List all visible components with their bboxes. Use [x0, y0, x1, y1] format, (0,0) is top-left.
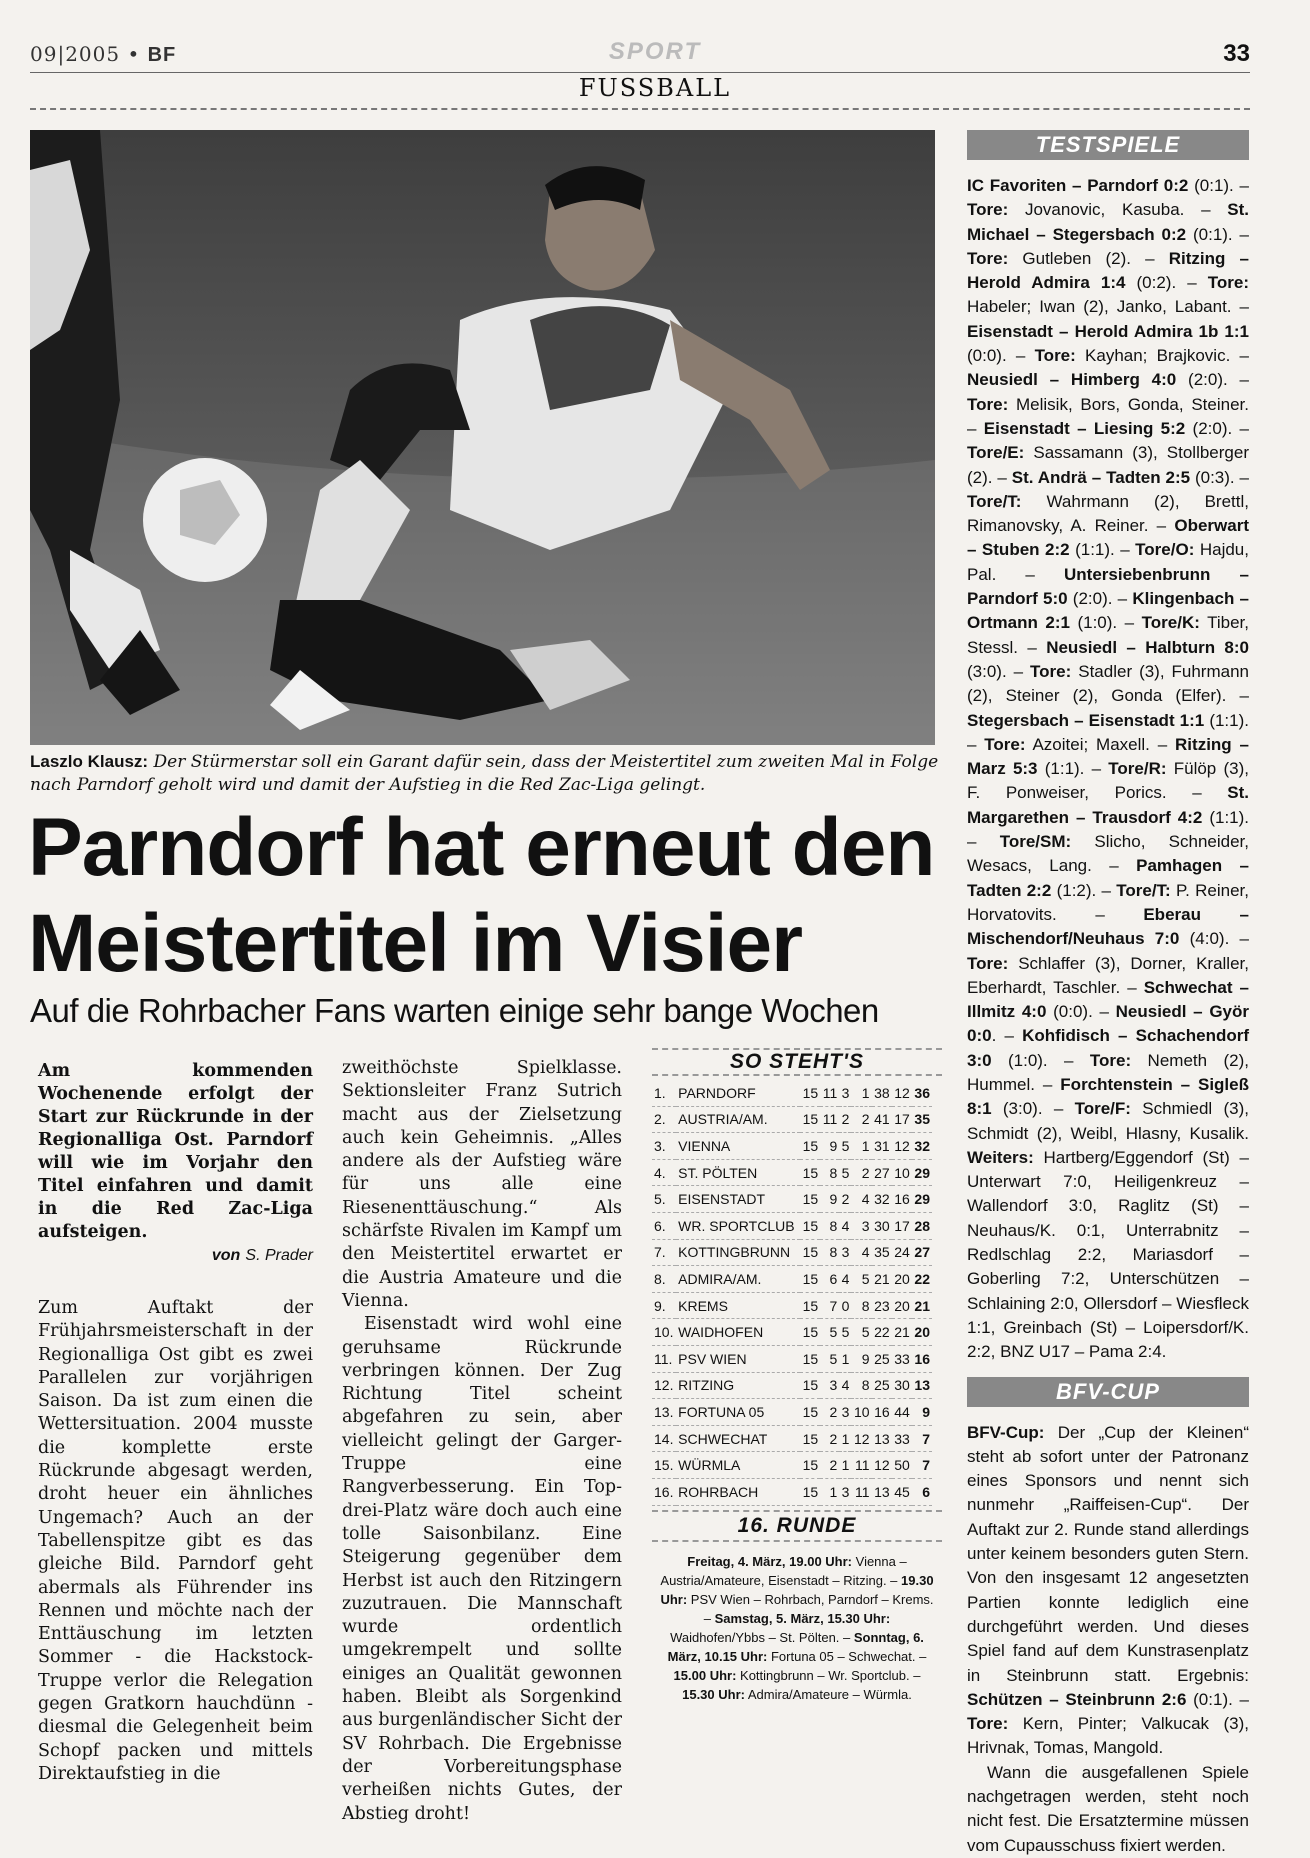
standings-cell-rank: 3. [652, 1133, 676, 1160]
result-text: Nemeth (2), Hummel. – [967, 1050, 1249, 1094]
standings-cell-team: WÜRMLA [676, 1452, 800, 1479]
article-paragraph: Eisenstadt wird wohl eine geruhsame Rückrunde verbringen können. Der Zug Richtung Titel scheint abgefahren zu sein, aber vielleicht gelingt der Garger-Truppe eine Rangverbesserung. Ein Top-drei-Platz wäre doch auch eine tolle Saisonbilanz. Eine Steigerung gegenüber dem Herbst ist auch den Ritzingern zuzutrauen. Die Mannschaft wurde ordentlich umgekrempelt und sollte einiges an Qualität gewonnen haben. Bleibt als Sorgenkind aus burgenländischer Sicht der SV Rohrbach. Die Ergebnisse der Vorbereitungsphase verheißen nichts Gutes, der Abstieg droht! [342, 1314, 622, 1824]
standings-cell-pts: 35 [912, 1106, 932, 1133]
result-text: P. Reiner, Horvatovits. – [967, 880, 1249, 924]
result-text: (3:0). – [967, 661, 1031, 681]
standings-cell-ga: 44 [892, 1399, 912, 1426]
standings-cell-ga: 12 [892, 1133, 912, 1160]
result-bold: Tore: [967, 200, 1009, 220]
standings-cell-team: SCHWECHAT [676, 1425, 800, 1452]
standings-row [652, 1212, 932, 1239]
result-bold: Neusiedl – Györ 0:0 [967, 1002, 1250, 1046]
fixtures-box [652, 1510, 942, 1704]
standings-cell-rank: 4. [652, 1159, 676, 1186]
result-text: Jovanovic, Kasuba. – [1008, 200, 1228, 220]
standings-cell-p: 15 [800, 1345, 820, 1372]
standings-cell-pts: 16 [912, 1345, 932, 1372]
result-bold: Tore: [967, 248, 1009, 268]
result-text: (0:0). – [1046, 1002, 1116, 1022]
standings-cell-gf: 21 [872, 1266, 892, 1293]
result-bold: St. Michael – Stegersbach 0:2 [967, 200, 1249, 244]
standings-cell-rank: 9. [652, 1292, 676, 1319]
standings-cell-gf: 12 [872, 1452, 892, 1479]
photo-caption [30, 750, 940, 797]
standings-cell-d: 5 [839, 1133, 851, 1160]
article-byline [38, 1245, 313, 1265]
standings-cell-rank: 5. [652, 1186, 676, 1213]
result-bold: Tore/R: [1108, 759, 1167, 779]
standings-cell-team: VIENNA [676, 1133, 800, 1160]
standings-cell-pts: 7 [912, 1452, 932, 1479]
result-bold: Tore/E: [967, 443, 1025, 463]
standings-cell-pts: 6 [912, 1478, 932, 1505]
standings-cell-l: 9 [851, 1345, 871, 1372]
standings-cell-pts: 7 [912, 1425, 932, 1452]
issue-number: 09|2005 [30, 42, 121, 66]
result-bold: Eberau – Mischendorf/Neuhaus 7:0 [967, 904, 1249, 949]
standings-cell-gf: 30 [872, 1212, 892, 1239]
standings-cell-w: 11 [820, 1106, 839, 1133]
standings-cell-d: 1 [839, 1345, 851, 1372]
standings-row [652, 1292, 932, 1319]
article-subheadline: Auf die Rohrbacher Fans warten einige sehr bange Wochen [30, 992, 879, 1029]
standings-cell-p: 15 [800, 1159, 820, 1186]
result-bold: St. Andrä – Tadten 2:5 [1011, 467, 1191, 487]
standings-row [652, 1478, 932, 1505]
result-text: (0:0). – [967, 346, 1035, 366]
standings-cell-rank: 10. [652, 1319, 676, 1346]
result-text: (2:0). – [1067, 589, 1133, 609]
caption-name: Laszlo Klausz: [30, 752, 149, 771]
standings-cell-d: 2 [839, 1186, 851, 1213]
standings-cell-team: WR. SPORTCLUB [676, 1212, 800, 1239]
standings-cell-pts: 27 [912, 1239, 932, 1266]
bfvcup-header: BFV-CUP [967, 1377, 1249, 1407]
standings-cell-ga: 10 [892, 1159, 912, 1186]
result-bold: Neusiedl – Halbturn 8:0 [1046, 637, 1250, 657]
result-text: (1:1). – [1069, 540, 1136, 560]
result-bold: Neusiedl – Himberg 4:0 [967, 370, 1177, 390]
standings-cell-d: 1 [839, 1452, 851, 1479]
result-text: Melisik, Bors, Gonda, Steiner. – [967, 394, 1249, 438]
header-divider [30, 108, 1250, 110]
standings-cell-l: 2 [851, 1106, 871, 1133]
standings-cell-team: ROHRBACH [676, 1478, 800, 1505]
standings-cell-w: 2 [820, 1425, 839, 1452]
standings-row [652, 1080, 932, 1106]
result-bold: Tore: [1030, 661, 1072, 681]
standings-cell-pts: 29 [912, 1159, 932, 1186]
standings-cell-p: 15 [800, 1478, 820, 1505]
standings-cell-l: 11 [851, 1478, 871, 1505]
standings-title: SO STEHT'S [729, 1050, 864, 1073]
result-text: Slicho, Schneider, Wesacs, Lang. – [967, 832, 1249, 876]
result-bold: Forchtenstein – Sigleß 8:1 [967, 1074, 1249, 1119]
standings-cell-p: 15 [800, 1266, 820, 1293]
standings-cell-p: 15 [800, 1372, 820, 1399]
standings-cell-w: 6 [820, 1266, 839, 1293]
result-text: Habeler; Iwan (2), Janko, Labant. – [967, 297, 1249, 317]
standings-cell-team: AUSTRIA/AM. [676, 1106, 800, 1133]
caption-text: Der Stürmerstar soll ein Garant dafür sein, dass der Meistertitel zum zweiten Mal in Folge nach Parndorf geholt wird und damit der Aufstieg in die Red Zac-Liga gelingt. [30, 752, 939, 795]
standings-cell-w: 8 [820, 1159, 839, 1186]
standings-cell-team: EISENSTADT [676, 1186, 800, 1213]
result-text: (1:0). – [991, 1050, 1090, 1070]
standings-cell-ga: 33 [892, 1425, 912, 1452]
sidebar [967, 130, 1249, 1858]
standings-cell-rank: 12. [652, 1372, 676, 1399]
author-name: S. Prader [245, 1247, 313, 1264]
standings-cell-team: RITZING [676, 1372, 800, 1399]
standings-cell-gf: 35 [872, 1239, 892, 1266]
byline-prefix: von [211, 1247, 241, 1264]
standings-cell-l: 11 [851, 1452, 871, 1479]
standings-cell-gf: 25 [872, 1345, 892, 1372]
standings-cell-ga: 17 [892, 1106, 912, 1133]
standings-row [652, 1372, 932, 1399]
standings-cell-rank: 14. [652, 1425, 676, 1452]
standings-cell-p: 15 [800, 1452, 820, 1479]
standings-cell-p: 15 [800, 1212, 820, 1239]
standings-cell-rank: 2. [652, 1106, 676, 1133]
result-text: Schlaffer (3), Dorner, Kraller, Eberhardt, Taschler. – [967, 953, 1249, 997]
result-bold: Tore: [984, 734, 1026, 754]
result-bold: Tore/K: [1141, 613, 1200, 633]
standings-cell-l: 5 [851, 1319, 871, 1346]
result-text: Gutleben (2). – [1008, 248, 1169, 268]
result-text: Schmiedl (3), Schmidt (2), Weibl, Hlasny, Kusalik. [967, 1099, 1249, 1143]
standings-cell-l: 4 [851, 1239, 871, 1266]
result-bold: Kohfidisch – Schachendorf 3:0 [967, 1026, 1250, 1070]
standings-cell-l: 10 [851, 1399, 871, 1426]
standings-cell-pts: 36 [912, 1080, 932, 1106]
standings-cell-team: KREMS [676, 1292, 800, 1319]
result-text: (0:2). – [1125, 273, 1208, 293]
standings-cell-d: 3 [839, 1478, 851, 1505]
result-bold: Oberwart – Stuben 2:2 [967, 516, 1249, 560]
standings-cell-team: FORTUNA 05 [676, 1399, 800, 1426]
standings-cell-p: 15 [800, 1106, 820, 1133]
standings-cell-gf: 13 [872, 1478, 892, 1505]
standings-cell-w: 3 [820, 1372, 839, 1399]
issue-header: 09|2005 • BF [30, 42, 177, 66]
standings-cell-w: 9 [820, 1133, 839, 1160]
standings-cell-d: 3 [839, 1080, 851, 1106]
standings-cell-l: 1 [851, 1080, 871, 1106]
standings-cell-p: 15 [800, 1080, 820, 1106]
result-text: (1:1). – [967, 710, 1249, 754]
result-bold: St. Margarethen – Trausdorf 4:2 [967, 783, 1249, 827]
standings-cell-gf: 38 [872, 1080, 892, 1106]
result-text: Azoitei; Maxell. – [1025, 734, 1176, 754]
standings-cell-w: 2 [820, 1452, 839, 1479]
standings-row [652, 1239, 932, 1266]
standings-cell-pts: 21 [912, 1292, 932, 1319]
article-lead: Am kommenden Wochenende erfolgt der Start zur Rückrunde in der Regionalliga Ost. Parndorf will wie im Vorjahr den Titel einfahren und damit in die Red Zac-Liga aufsteigen. [38, 1061, 313, 1242]
standings-row [652, 1425, 932, 1452]
standings-cell-p: 15 [800, 1425, 820, 1452]
result-text: (3:0). – [991, 1099, 1075, 1119]
fixtures-text: Freitag, 4. März, 19.00 Uhr: Vienna – Austria/Amateure, Eisenstadt – Ritzing. – 19.30 Uhr: PSV Wien – Rohrbach, Parndorf – Krems. – Samstag, 5. März, 15.30 Uhr: Waidhofen/Ybbs – St. Pölten. – Sonntag, 6. März, 10.15 Uhr: Fortuna 05 – Schwechat. – 15.00 Uhr: Kottingbrunn – Wr. Sportclub. – 15.30 Uhr: Admira/Amateure – Würmla. [660, 1554, 934, 1702]
result-bold: Tore/O: [1135, 540, 1195, 560]
rubric-label: FUSSBALL [578, 74, 732, 102]
standings-table [652, 1080, 932, 1506]
standings-cell-d: 4 [839, 1212, 851, 1239]
fixtures-title: 16. RUNDE [652, 1510, 942, 1542]
standings-cell-pts: 28 [912, 1212, 932, 1239]
bfvcup-text [967, 1421, 1249, 1858]
standings-row [652, 1319, 932, 1346]
standings-cell-ga: 50 [892, 1452, 912, 1479]
result-text: Kayhan; Brajkovic. – [1075, 346, 1249, 366]
standings-cell-l: 3 [851, 1212, 871, 1239]
result-bold: Tore/SM: [999, 832, 1072, 852]
standings-cell-rank: 6. [652, 1212, 676, 1239]
result-text: Stadler (3), Fuhrmann (2), Steiner (2), Gonda (Elfer). – [967, 661, 1249, 706]
standings-cell-rank: 7. [652, 1239, 676, 1266]
standings-row [652, 1186, 932, 1213]
result-text: (1:1). – [967, 807, 1250, 852]
standings-cell-gf: 32 [872, 1186, 892, 1213]
result-bold: Tore: [967, 394, 1009, 414]
result-text: Hajdu, Pal. – [967, 540, 1249, 584]
article-body-column-1: Zum Auftakt der Frühjahrsmeisterschaft in der Regionalliga Ost gibt es zwei Parallelen zur vorjährigen Saison. Da ist zum einen die Wettersituation. 2004 musste die komplette erste Rückrunde abgesagt werden, droht heuer ein ähnliches Ungemach? Auch an der Tabellenspitze gibt es das gleiche Bild. Parndorf geht abermals als Führender ins Rennen und möchte nach der Enttäuschung im letzten Sommer - die Hackstock-Truppe verlor die Relegation gegen Gratkorn hauchdünn - diesmal die Gelegenheit beim Schopf packen und mittels Direktaufstieg in die [38, 1298, 313, 1784]
standings-cell-team: PARNDORF [676, 1080, 800, 1106]
standings-cell-ga: 24 [892, 1239, 912, 1266]
standings-cell-ga: 45 [892, 1478, 912, 1505]
publication-name: BF [147, 44, 177, 66]
standings-cell-ga: 33 [892, 1345, 912, 1372]
standings-cell-ga: 21 [892, 1319, 912, 1346]
standings-cell-team: WAIDHOFEN [676, 1319, 800, 1346]
standings-cell-d: 5 [839, 1159, 851, 1186]
standings-cell-l: 8 [851, 1292, 871, 1319]
standings-cell-ga: 12 [892, 1080, 912, 1106]
result-text: Hartberg/Eggendorf (St) – Unterwart 7:0, Heiligenkreuz – Wallendorf 3:0, Raglitz (St) – Neuhaus/K. 0:1, Unterrabnitz – Redlschlag 2:2, Mariasdorf – Goberling 7:2, Unterschützen – Schlaining 2:0, Ollersdorf – Wiesfleck 1:1, Greinbach (St) – Loipersdorf/K. 2:2, BNZ U17 – Pama 2:4. [967, 1147, 1249, 1362]
article-paragraph: zweithöchste Spielklasse. Sektionsleiter Franz Sutrich macht aus der Zielsetzung auch kein Geheimnis. „Alles andere als der Aufstieg wäre für uns alle eine Riesenenttäuschung.“ Als schärfste Rivalen im Kampf um den Meistertitel erwartet er die Austria Amateure und die Vienna. [342, 1058, 622, 1311]
standings-cell-ga: 16 [892, 1186, 912, 1213]
standings-cell-d: 3 [839, 1239, 851, 1266]
standings-row [652, 1452, 932, 1479]
result-bold: Tore: [967, 953, 1009, 973]
standings-row [652, 1266, 932, 1293]
standings-cell-p: 15 [800, 1292, 820, 1319]
result-text: (2:0). – [1176, 370, 1249, 390]
result-text: Sassamann (3), Stollberger (2). – [967, 443, 1249, 487]
testspiele-header: TESTSPIELE [967, 130, 1249, 160]
result-text: (0:1). – [1188, 176, 1249, 195]
result-bold: Tore/T: [967, 491, 1022, 511]
standings-cell-w: 1 [820, 1478, 839, 1505]
standings-box [652, 1048, 942, 1506]
standings-cell-gf: 31 [872, 1133, 892, 1160]
standings-cell-rank: 11. [652, 1345, 676, 1372]
standings-cell-l: 2 [851, 1159, 871, 1186]
standings-cell-p: 15 [800, 1319, 820, 1346]
standings-cell-p: 15 [800, 1239, 820, 1266]
result-bold: Tore/F: [1074, 1099, 1131, 1119]
standings-cell-d: 4 [839, 1372, 851, 1399]
standings-cell-w: 8 [820, 1212, 839, 1239]
result-text: Tiber, Stessl. – [967, 613, 1249, 657]
standings-cell-rank: 15. [652, 1452, 676, 1479]
standings-cell-w: 5 [820, 1345, 839, 1372]
standings-cell-l: 12 [851, 1425, 871, 1452]
standings-cell-ga: 20 [892, 1266, 912, 1293]
standings-cell-gf: 25 [872, 1372, 892, 1399]
result-bold: Ritzing – Herold Admira 1:4 [967, 248, 1249, 293]
standings-cell-pts: 32 [912, 1133, 932, 1160]
result-text: (4:0). – [1179, 929, 1249, 949]
standings-row [652, 1159, 932, 1186]
standings-cell-team: ADMIRA/AM. [676, 1266, 800, 1293]
standings-cell-l: 1 [851, 1133, 871, 1160]
result-text: . – [991, 1026, 1023, 1046]
standings-cell-l: 5 [851, 1266, 871, 1293]
standings-cell-d: 2 [839, 1106, 851, 1133]
standings-row [652, 1399, 932, 1426]
standings-cell-team: ST. PÖLTEN [676, 1159, 800, 1186]
result-text: Wahrmann (2), Brettl, Rimanovsky, A. Reiner. – [967, 491, 1249, 536]
standings-cell-rank: 1. [652, 1080, 676, 1106]
football-photo [30, 130, 935, 745]
standings-cell-p: 15 [800, 1133, 820, 1160]
result-bold: Tore/T: [1116, 880, 1171, 900]
standings-cell-pts: 13 [912, 1372, 932, 1399]
result-bold: Tore: [1089, 1050, 1132, 1070]
page-number: 33 [1223, 40, 1250, 67]
standings-cell-pts: 9 [912, 1399, 932, 1426]
result-bold: IC Favoriten – Parndorf 0:2 [967, 176, 1189, 195]
standings-row [652, 1106, 932, 1133]
standings-cell-pts: 29 [912, 1186, 932, 1213]
result-bold: Tore: [1207, 273, 1249, 293]
standings-cell-w: 8 [820, 1239, 839, 1266]
standings-cell-w: 11 [820, 1080, 839, 1106]
standings-cell-ga: 20 [892, 1292, 912, 1319]
standings-cell-d: 1 [839, 1425, 851, 1452]
standings-cell-d: 0 [839, 1292, 851, 1319]
result-bold: Weiters: [967, 1147, 1034, 1167]
standings-cell-rank: 16. [652, 1478, 676, 1505]
standings-cell-p: 15 [800, 1186, 820, 1213]
standings-cell-l: 8 [851, 1372, 871, 1399]
standings-cell-l: 4 [851, 1186, 871, 1213]
result-bold: Ritzing – Marz 5:3 [967, 734, 1249, 779]
standings-cell-d: 3 [839, 1399, 851, 1426]
standings-cell-team: PSV WIEN [676, 1345, 800, 1372]
result-text: (1:1). – [1037, 759, 1109, 779]
standings-cell-pts: 22 [912, 1266, 932, 1293]
standings-cell-ga: 30 [892, 1372, 912, 1399]
standings-cell-team: KOTTINGBRUNN [676, 1239, 800, 1266]
result-bold: Eisenstadt – Herold Admira 1b 1:1 [967, 321, 1249, 341]
football-photo-illustration [30, 130, 935, 745]
result-text: (2:0). – [1185, 418, 1249, 438]
standings-cell-rank: 13. [652, 1399, 676, 1426]
section-label: SPORT [608, 38, 702, 65]
standings-cell-gf: 23 [872, 1292, 892, 1319]
result-text: (1:0). – [1069, 613, 1142, 633]
article-headline: Parndorf hat erneut den Meistertitel im Visier [28, 802, 935, 989]
standings-cell-p: 15 [800, 1399, 820, 1426]
standings-cell-w: 2 [820, 1399, 839, 1426]
result-text: (0:3). – [1190, 467, 1249, 487]
standings-cell-w: 5 [820, 1319, 839, 1346]
standings-row [652, 1345, 932, 1372]
result-text: (0:1). – [1186, 224, 1249, 244]
standings-row [652, 1133, 932, 1160]
result-bold: Schwechat – Illmitz 4:0 [967, 977, 1249, 1022]
standings-cell-rank: 8. [652, 1266, 676, 1293]
testspiele-results [967, 174, 1249, 1365]
standings-cell-gf: 22 [872, 1319, 892, 1346]
bfvcup-paragraph: Wann die ausgefallenen Spiele nachgetragen werden, steht noch nicht fest. Die Ersatztermine müssen vom Cupausschuss fixiert werden. [967, 1762, 1249, 1855]
result-text: (1:2). – [1051, 880, 1117, 900]
standings-cell-d: 5 [839, 1319, 851, 1346]
article-body-column-2 [342, 1057, 622, 1826]
result-bold: Klingenbach – Ortmann 2:1 [967, 589, 1249, 633]
result-bold: Tore: [1034, 346, 1076, 366]
standings-cell-gf: 41 [872, 1106, 892, 1133]
standings-cell-gf: 13 [872, 1425, 892, 1452]
standings-cell-ga: 17 [892, 1212, 912, 1239]
standings-cell-w: 9 [820, 1186, 839, 1213]
standings-cell-d: 4 [839, 1266, 851, 1293]
result-bold: Pamhagen – Tadten 2:2 [967, 856, 1249, 900]
result-text: Fülöp (3), F. Ponweiser, Porics. – [967, 759, 1249, 803]
result-bold: Stegersbach – Eisenstadt 1:1 [967, 710, 1205, 730]
bfvcup-paragraph: BFV-Cup: Der „Cup der Kleinen“ steht ab sofort unter der Patronanz eines Sponsors und nennt sich nunmehr „Raiffeisen-Cup“. Der Auftakt zur 2. Runde stand allerdings unter keinem besonders guten Stern. Von den insgesamt 12 angesetzten Partien konnte lediglich eine durchgeführt werden. Und dieses Spiel fand auf dem Kunstrasenplatz in Steinbrunn statt. Ergebnis: Schützen – Steinbrunn 2:6 (0:1). – Tore: Kern, Pinter; Valkucak (3), Hrivnak, Tomas, Mangold. [967, 1422, 1249, 1758]
standings-cell-w: 7 [820, 1292, 839, 1319]
result-bold: Eisenstadt – Liesing 5:2 [983, 418, 1186, 438]
result-bold: Untersiebenbrunn – Parndorf 5:0 [967, 564, 1249, 609]
standings-cell-gf: 16 [872, 1399, 892, 1426]
standings-divider [652, 1074, 942, 1076]
header-rule [30, 72, 1250, 73]
standings-cell-pts: 20 [912, 1319, 932, 1346]
standings-cell-gf: 27 [872, 1159, 892, 1186]
